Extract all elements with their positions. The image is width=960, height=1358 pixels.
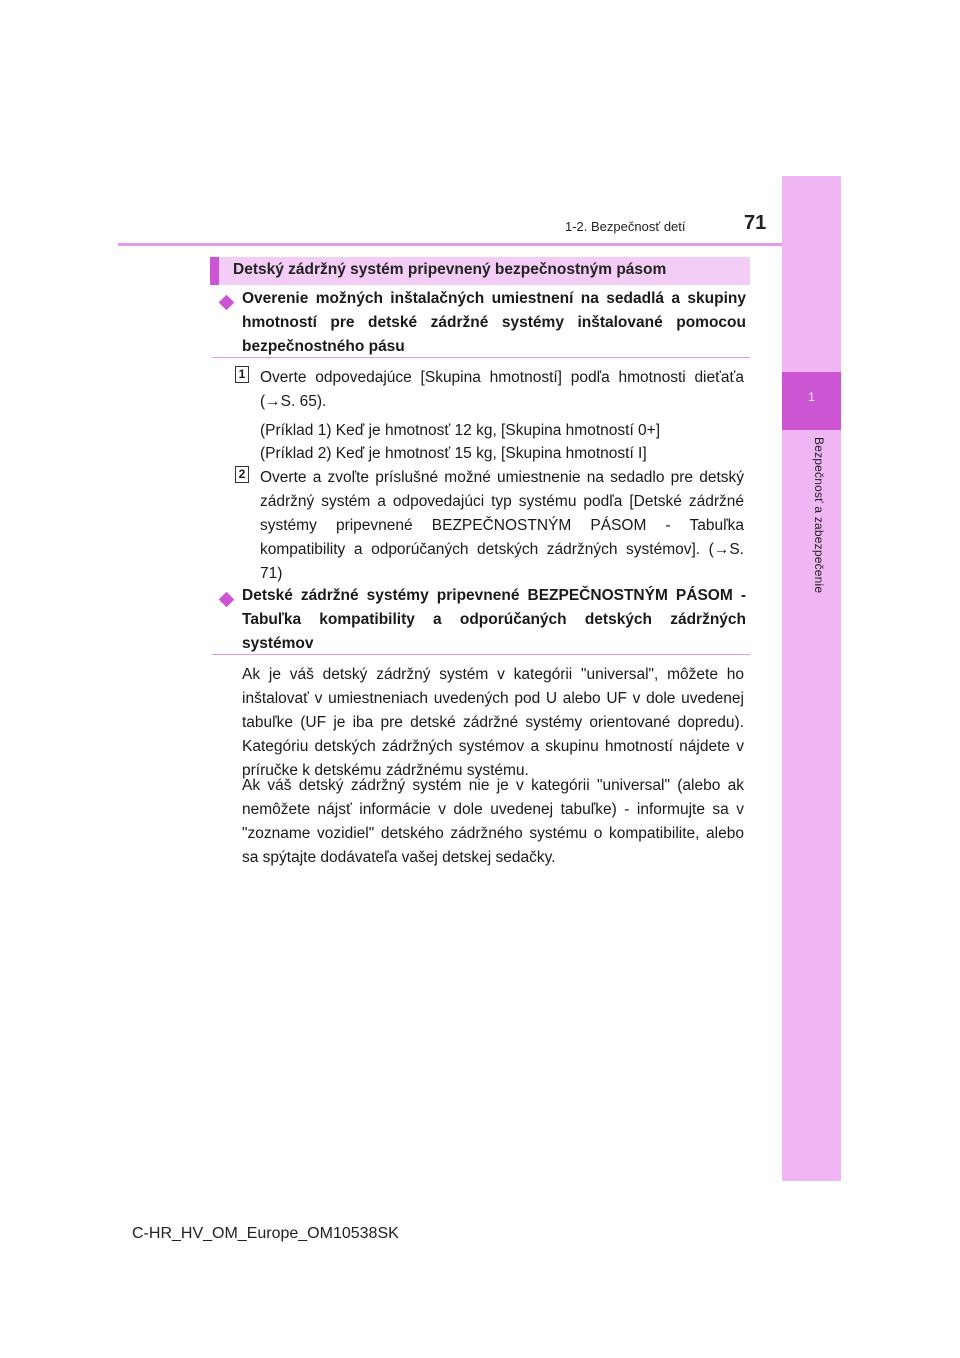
- paragraph-universal-category: Ak je váš detský zádržný systém v kategórii "universal", môžete ho inštalovať v umiestneniach uvedených pod U alebo UF v dole uvedenej tabuľke (UF je iba pre detské zádržné systémy orientované dopredu). Kategóriu detských zádržných systémov a skupinu hmotností nájdete v príručke k detskému zádržnému systému.: [242, 666, 744, 779]
- running-header: 1-2. Bezpečnosť detí: [565, 219, 686, 234]
- paragraph-not-universal: Ak váš detský zádržný systém nie je v kategórii "universal" (alebo ak nemôžete nájsť informácie v dole uvedenej tabuľke) - informujte sa v "zozname vozidiel" detského zádržného systému o kompatibilite, alebo sa spýtajte dodávateľa vašej detskej sedačky.: [242, 777, 744, 866]
- chapter-side-tab: [782, 176, 841, 1181]
- example-2: (Príklad 2) Keď je hmotnosť 15 kg, [Skupina hmotností I]: [260, 445, 647, 462]
- subheading-2-rule: [212, 654, 750, 655]
- page-number: 71: [744, 212, 767, 234]
- step-2-text: Overte a zvoľte príslušné možné umiestnenie na sedadlo pre detský zádržný systém a odpovedajúci typ systému podľa [Detské zádržné systémy pripevnené BEZPEČNOSTNÝM PÁSOM - Tabuľka kompatibility a odporúčaných detských zádržných systémov]. (→S. 71): [260, 469, 744, 582]
- chapter-number: 1: [808, 390, 815, 404]
- subheading-2: Detské zádržné systémy pripevnené BEZPEČNOSTNÝM PÁSOM - Tabuľka kompatibility a odporúčaných detských zádržných systémov: [242, 587, 746, 652]
- step-number-2: 2: [235, 466, 249, 483]
- diamond-bullet-icon: [219, 592, 235, 608]
- section-title: Detský zádržný systém pripevnený bezpečnostným pásom: [233, 261, 667, 278]
- subheading-1-rule: [212, 357, 750, 358]
- subheading-1: Overenie možných inštalačných umiestnení na sedadlá a skupiny hmotností pre detské zádržné systémy inštalované pomocou bezpečnostného pásu: [242, 290, 746, 355]
- header-rule: [118, 243, 782, 246]
- step-number-1: 1: [235, 366, 249, 383]
- document-code: C-HR_HV_OM_Europe_OM10538SK: [132, 1225, 399, 1242]
- chapter-side-label: Bezpečnosť a zabezpečenie: [812, 437, 826, 594]
- section-title-box: [210, 257, 750, 285]
- step-1-text: Overte odpovedajúce [Skupina hmotností] podľa hmotnosti dieťaťa (→S. 65).: [260, 369, 744, 410]
- diamond-bullet-icon: [219, 295, 235, 311]
- example-1: (Príklad 1) Keď je hmotnosť 12 kg, [Skupina hmotností 0+]: [260, 422, 661, 439]
